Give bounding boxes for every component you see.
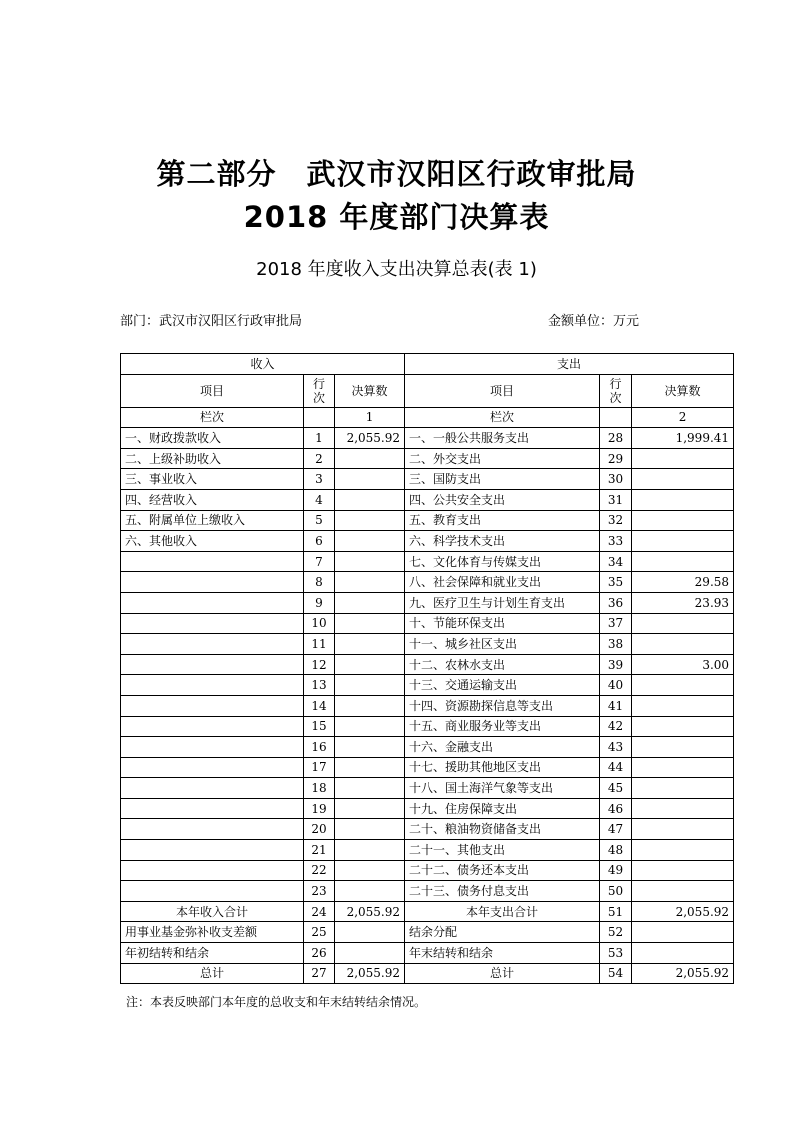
income-amount-cell	[335, 551, 405, 572]
table-row	[121, 819, 734, 840]
table-row	[121, 634, 734, 655]
table-row	[121, 881, 734, 902]
income-line-cell: 18	[304, 778, 335, 799]
expense-item-cell: 本年支出合计	[405, 901, 600, 922]
income-item-header: 项目	[121, 374, 304, 407]
expense-amount-cell	[632, 881, 734, 902]
income-line-cell: 12	[304, 654, 335, 675]
income-column-no: 1	[335, 407, 405, 428]
expense-line-cell: 33	[600, 531, 632, 552]
expense-line-cell: 47	[600, 819, 632, 840]
table-row	[121, 798, 734, 819]
income-item-cell	[121, 798, 304, 819]
expense-line-cell: 46	[600, 798, 632, 819]
expense-line-cell: 49	[600, 860, 632, 881]
expense-line-cell: 40	[600, 675, 632, 696]
expense-item-cell: 二十三、债务付息支出	[405, 881, 600, 902]
expense-amount-cell	[632, 489, 734, 510]
income-item-cell: 本年收入合计	[121, 901, 304, 922]
expense-item-cell: 十二、农林水支出	[405, 654, 600, 675]
income-amount-cell	[335, 613, 405, 634]
income-line-cell: 19	[304, 798, 335, 819]
column-number-row	[121, 407, 734, 428]
expense-line-cell: 29	[600, 448, 632, 469]
table-row	[121, 901, 734, 922]
income-amount-cell: 2,055.92	[335, 901, 405, 922]
income-item-cell	[121, 757, 304, 778]
income-amount-cell	[335, 922, 405, 943]
table-row	[121, 922, 734, 943]
expense-item-cell: 十九、住房保障支出	[405, 798, 600, 819]
expense-amount-cell	[632, 737, 734, 758]
table-row	[121, 572, 734, 593]
page-title-line1: 第二部分 武汉市汉阳区行政审批局	[156, 157, 637, 191]
income-amount-cell	[335, 798, 405, 819]
table-row	[121, 551, 734, 572]
table-row	[121, 943, 734, 964]
income-line-header: 行 次	[304, 374, 335, 407]
expense-column-no: 2	[632, 407, 734, 428]
expense-line-cell: 50	[600, 881, 632, 902]
expense-line-cell: 32	[600, 510, 632, 531]
expense-line-cell: 53	[600, 943, 632, 964]
table-row	[121, 510, 734, 531]
expense-line-cell: 28	[600, 428, 632, 449]
income-line-cell: 16	[304, 737, 335, 758]
income-line-cell: 25	[304, 922, 335, 943]
expense-section-header: 支出	[405, 354, 734, 375]
expense-line-cell: 41	[600, 695, 632, 716]
income-line-cell: 14	[304, 695, 335, 716]
income-item-cell	[121, 572, 304, 593]
income-item-cell	[121, 881, 304, 902]
footnote: 注：本表反映部门本年度的总收支和年末结转结余情况。	[126, 995, 427, 1009]
expense-item-cell: 一、一般公共服务支出	[405, 428, 600, 449]
expense-item-cell: 年末结转和结余	[405, 943, 600, 964]
income-amount-cell	[335, 757, 405, 778]
table-row	[121, 716, 734, 737]
income-amount-cell	[335, 695, 405, 716]
expense-amount-cell: 2,055.92	[632, 901, 734, 922]
income-line-cell: 6	[304, 531, 335, 552]
page-title-line2: 2018 年度部门决算表	[243, 200, 550, 234]
expense-item-cell: 九、医疗卫生与计划生育支出	[405, 592, 600, 613]
income-amount-cell	[335, 469, 405, 490]
expense-item-cell: 十四、资源勘探信息等支出	[405, 695, 600, 716]
income-item-cell: 六、其他收入	[121, 531, 304, 552]
income-line-cell: 11	[304, 634, 335, 655]
expense-item-cell: 十、节能环保支出	[405, 613, 600, 634]
expense-amount-cell	[632, 757, 734, 778]
expense-item-cell: 三、国防支出	[405, 469, 600, 490]
budget-table	[120, 353, 734, 984]
expense-item-cell: 二十二、债务还本支出	[405, 860, 600, 881]
income-line-cell: 9	[304, 592, 335, 613]
income-amount-cell	[335, 943, 405, 964]
income-amount-cell	[335, 881, 405, 902]
expense-amount-cell	[632, 840, 734, 861]
table-row	[121, 860, 734, 881]
expense-amount-cell	[632, 634, 734, 655]
expense-item-cell: 五、教育支出	[405, 510, 600, 531]
income-item-cell	[121, 716, 304, 737]
income-item-cell	[121, 634, 304, 655]
income-item-cell	[121, 737, 304, 758]
expense-item-cell: 十五、商业服务业等支出	[405, 716, 600, 737]
income-amount-cell	[335, 860, 405, 881]
expense-amount-cell	[632, 819, 734, 840]
income-item-cell	[121, 695, 304, 716]
income-amount-cell	[335, 489, 405, 510]
income-line-cell: 2	[304, 448, 335, 469]
expense-line-cell: 38	[600, 634, 632, 655]
expense-line-cell: 31	[600, 489, 632, 510]
expense-line-cell: 39	[600, 654, 632, 675]
expense-line-cell: 51	[600, 901, 632, 922]
expense-amount-cell	[632, 922, 734, 943]
income-item-cell: 三、事业收入	[121, 469, 304, 490]
expense-amount-cell	[632, 551, 734, 572]
table-row	[121, 654, 734, 675]
income-column-label: 栏次	[121, 407, 304, 428]
income-line-cell: 5	[304, 510, 335, 531]
table-row	[121, 675, 734, 696]
expense-amount-cell: 2,055.92	[632, 963, 734, 984]
expense-amount-cell	[632, 469, 734, 490]
table-row	[121, 531, 734, 552]
income-amount-cell	[335, 592, 405, 613]
expense-line-cell: 44	[600, 757, 632, 778]
header-row-columns	[121, 374, 734, 407]
income-section-header: 收入	[121, 354, 405, 375]
income-amount-cell	[335, 572, 405, 593]
expense-amount-cell	[632, 448, 734, 469]
income-item-cell: 年初结转和结余	[121, 943, 304, 964]
expense-amount-cell	[632, 675, 734, 696]
expense-item-cell: 十一、城乡社区支出	[405, 634, 600, 655]
unit-label: 金额单位：万元	[548, 314, 640, 329]
expense-item-cell: 十七、援助其他地区支出	[405, 757, 600, 778]
table-row	[121, 695, 734, 716]
table-row	[121, 469, 734, 490]
income-item-cell: 五、附属单位上缴收入	[121, 510, 304, 531]
income-item-cell	[121, 592, 304, 613]
income-item-cell	[121, 675, 304, 696]
expense-line-cell: 52	[600, 922, 632, 943]
expense-item-cell: 七、文化体育与传媒支出	[405, 551, 600, 572]
income-amount-cell	[335, 634, 405, 655]
expense-amount-cell	[632, 798, 734, 819]
expense-item-cell: 二、外交支出	[405, 448, 600, 469]
expense-item-cell: 十六、金融支出	[405, 737, 600, 758]
expense-amount-cell	[632, 695, 734, 716]
table-row	[121, 778, 734, 799]
income-item-cell: 四、经营收入	[121, 489, 304, 510]
income-line-cell: 21	[304, 840, 335, 861]
income-line-cell: 4	[304, 489, 335, 510]
income-item-cell	[121, 778, 304, 799]
expense-line-cell: 30	[600, 469, 632, 490]
income-line-cell: 13	[304, 675, 335, 696]
expense-line-cell: 42	[600, 716, 632, 737]
expense-item-cell: 八、社会保障和就业支出	[405, 572, 600, 593]
table-subtitle: 2018 年度收入支出决算总表(表 1)	[256, 259, 537, 280]
table-row	[121, 448, 734, 469]
income-line-cell: 15	[304, 716, 335, 737]
income-line-cell: 24	[304, 901, 335, 922]
expense-amount-cell: 23.93	[632, 592, 734, 613]
income-item-cell	[121, 551, 304, 572]
income-line-cell: 20	[304, 819, 335, 840]
expense-amount-cell	[632, 510, 734, 531]
income-item-cell	[121, 860, 304, 881]
expense-item-cell: 十八、国土海洋气象等支出	[405, 778, 600, 799]
header-row-sections	[121, 354, 734, 375]
expense-item-cell: 四、公共安全支出	[405, 489, 600, 510]
expense-line-cell: 45	[600, 778, 632, 799]
income-column-line	[304, 407, 335, 428]
income-amount-cell	[335, 840, 405, 861]
income-line-cell: 26	[304, 943, 335, 964]
income-amount-header: 决算数	[335, 374, 405, 407]
expense-item-cell: 总计	[405, 963, 600, 984]
expense-column-line	[600, 407, 632, 428]
expense-amount-cell	[632, 860, 734, 881]
expense-line-header: 行 次	[600, 374, 632, 407]
income-line-cell: 10	[304, 613, 335, 634]
income-item-cell: 总计	[121, 963, 304, 984]
income-item-cell: 一、财政拨款收入	[121, 428, 304, 449]
income-line-cell: 7	[304, 551, 335, 572]
income-item-cell: 用事业基金弥补收支差额	[121, 922, 304, 943]
income-amount-cell: 2,055.92	[335, 428, 405, 449]
income-line-cell: 8	[304, 572, 335, 593]
expense-line-cell: 54	[600, 963, 632, 984]
income-amount-cell	[335, 531, 405, 552]
table-row	[121, 428, 734, 449]
income-item-cell	[121, 654, 304, 675]
income-amount-cell	[335, 510, 405, 531]
expense-item-cell: 结余分配	[405, 922, 600, 943]
income-amount-cell: 2,055.92	[335, 963, 405, 984]
expense-amount-cell	[632, 613, 734, 634]
table-row	[121, 757, 734, 778]
expense-amount-cell	[632, 716, 734, 737]
table-row	[121, 489, 734, 510]
income-line-cell: 17	[304, 757, 335, 778]
income-line-cell: 1	[304, 428, 335, 449]
expense-line-cell: 37	[600, 613, 632, 634]
expense-item-cell: 十三、交通运输支出	[405, 675, 600, 696]
income-line-cell: 27	[304, 963, 335, 984]
expense-item-header: 项目	[405, 374, 600, 407]
income-line-cell: 22	[304, 860, 335, 881]
income-line-cell: 3	[304, 469, 335, 490]
expense-line-cell: 43	[600, 737, 632, 758]
income-amount-cell	[335, 819, 405, 840]
expense-amount-cell	[632, 531, 734, 552]
expense-amount-cell	[632, 943, 734, 964]
expense-item-cell: 二十一、其他支出	[405, 840, 600, 861]
expense-amount-cell: 29.58	[632, 572, 734, 593]
table-row	[121, 963, 734, 984]
income-item-cell: 二、上级补助收入	[121, 448, 304, 469]
expense-line-cell: 48	[600, 840, 632, 861]
expense-line-cell: 36	[600, 592, 632, 613]
expense-item-cell: 六、科学技术支出	[405, 531, 600, 552]
income-amount-cell	[335, 448, 405, 469]
table-row	[121, 613, 734, 634]
expense-column-label: 栏次	[405, 407, 600, 428]
expense-line-cell: 35	[600, 572, 632, 593]
income-item-cell	[121, 840, 304, 861]
income-item-cell	[121, 819, 304, 840]
income-amount-cell	[335, 737, 405, 758]
income-amount-cell	[335, 716, 405, 737]
table-row	[121, 840, 734, 861]
table-row	[121, 737, 734, 758]
expense-amount-cell: 1,999.41	[632, 428, 734, 449]
expense-line-cell: 34	[600, 551, 632, 572]
expense-amount-cell	[632, 778, 734, 799]
expense-item-cell: 二十、粮油物资储备支出	[405, 819, 600, 840]
income-amount-cell	[335, 675, 405, 696]
income-amount-cell	[335, 778, 405, 799]
expense-amount-header: 决算数	[632, 374, 734, 407]
department-label: 部门：武汉市汉阳区行政审批局	[120, 314, 303, 329]
expense-amount-cell: 3.00	[632, 654, 734, 675]
table-row	[121, 592, 734, 613]
income-line-cell: 23	[304, 881, 335, 902]
income-item-cell	[121, 613, 304, 634]
income-amount-cell	[335, 654, 405, 675]
